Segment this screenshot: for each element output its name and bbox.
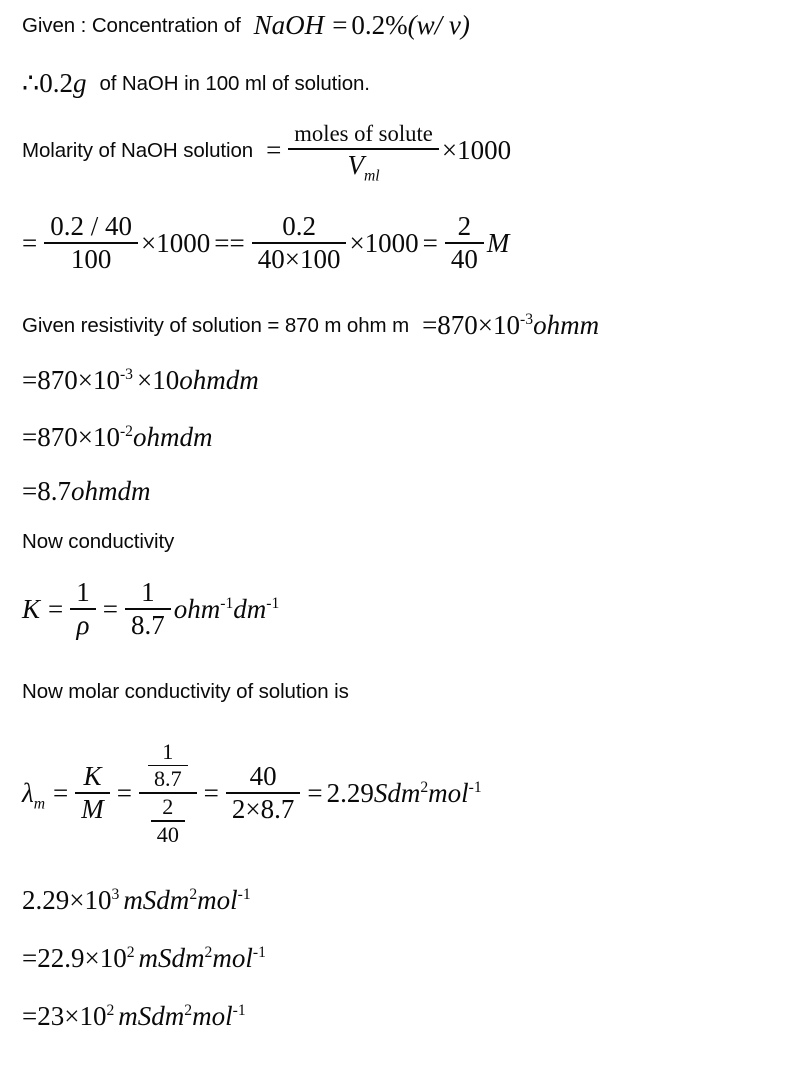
line-given-concentration: [22, 10, 470, 41]
denominator-times: ×: [245, 794, 261, 825]
nested-denominator: [142, 795, 194, 846]
step1-unit: ohmdm: [179, 365, 259, 395]
step1-factor: 10: [152, 365, 180, 395]
mol-exponent: -1: [232, 1002, 246, 1019]
molarity-equals: =: [266, 135, 282, 166]
line-resistivity-step2: [22, 422, 213, 453]
calc-factor-2: 1000: [364, 227, 419, 258]
lambda-equals-3: =: [203, 777, 219, 808]
conductivity-unit-dm: dm: [233, 593, 267, 624]
mol-exponent: -1: [468, 778, 482, 796]
msdm-exponent: 2: [184, 1002, 193, 1019]
step1-exponent: -3: [119, 366, 134, 383]
final3-mantissa: 23: [37, 1001, 65, 1031]
value-fraction-denominator: 8.7: [130, 610, 165, 641]
lambda-result-unit-mol: mol: [428, 777, 469, 808]
molarity-result-fraction: [445, 212, 484, 274]
final3-exponent: 2: [106, 1002, 115, 1019]
conductivity-equals-2: =: [102, 593, 118, 624]
conductivity-symbol: K: [22, 593, 41, 624]
molarity-formula-prose: Molarity of NaOH solution: [22, 138, 254, 162]
fraction-1-numerator: 0.2 / 40: [50, 211, 132, 241]
inner-num-denominator: 8.7: [153, 766, 182, 792]
mol-exponent: -1: [237, 886, 251, 903]
line-resistivity-step3: [22, 476, 150, 507]
concentration-units: (w/ v): [407, 10, 470, 40]
lambda-result-value: 2.29: [326, 777, 374, 808]
given-concentration-prose: Given : Concentration of: [22, 13, 241, 37]
molarity-factor: 1000: [457, 135, 512, 166]
final2-equals: =: [22, 943, 38, 973]
mass-value: 0.2: [39, 68, 73, 98]
molarity-denominator: $V_{ml}$: [347, 149, 380, 184]
molar-conductivity-heading-text: Now molar conductivity of solution is: [22, 680, 349, 703]
line-molarity-formula: [22, 121, 512, 184]
final2-unit-msdm: mSdm: [138, 943, 205, 973]
denominator-subscript: ml: [363, 166, 380, 184]
final3-base: 10: [79, 1001, 107, 1031]
line-molarity-calc: [22, 212, 509, 274]
molarity-calc-fraction-1: [44, 212, 138, 274]
molarity-times: ×: [441, 135, 458, 166]
mass-unit: g: [72, 68, 87, 98]
molarity-fraction: [288, 121, 439, 184]
resistivity-times: ×: [477, 310, 494, 340]
denominator-times: ×: [284, 244, 300, 275]
calc-equals-1: =: [22, 227, 38, 258]
line-final-3: [22, 1001, 246, 1032]
resistivity-given-prose: Given resistivity of solution = 870 m ohm m: [22, 313, 410, 337]
fraction-2-denominator: 40×100: [257, 244, 341, 275]
equals-sign: =: [332, 10, 348, 40]
lambda-equals-2: =: [116, 777, 132, 808]
simplified-numerator: 40: [249, 761, 277, 792]
msdm-exponent: 2: [189, 886, 198, 903]
calc-equals-2: ==: [214, 227, 245, 258]
final2-exponent: 2: [126, 944, 135, 961]
step2-exponent: -2: [119, 423, 134, 440]
lambda-equals-4: =: [307, 777, 323, 808]
ohm-exponent: -1: [220, 594, 234, 612]
species-naoh: NaOH: [253, 10, 325, 40]
calc-times-1: ×: [141, 227, 157, 258]
line-conductivity-formula: [22, 578, 279, 640]
nested-numerator-fraction: [148, 740, 188, 791]
lambda-result-unit-sdm: Sdm: [373, 777, 421, 808]
calc-equals-3: =: [422, 227, 438, 258]
final3-times: ×: [64, 1001, 80, 1031]
molarity-numerator: moles of solute: [294, 121, 433, 146]
molarity-calc-fraction-2: [252, 212, 347, 274]
final2-times: ×: [84, 943, 100, 973]
step2-equals: =: [22, 422, 38, 452]
msdm-exponent: 2: [204, 944, 213, 961]
line-final-2: [22, 943, 266, 974]
rho-fraction-numerator: 1: [76, 577, 90, 607]
line-resistivity-given: [22, 310, 599, 341]
lambda-equals-1: =: [53, 777, 69, 808]
final1-times: ×: [69, 885, 85, 915]
result-denominator: 40: [450, 244, 478, 275]
lambda-nested-fraction: [139, 740, 197, 846]
line-molar-conductivity-formula: [22, 740, 482, 846]
line-molar-conductivity-heading: [22, 680, 349, 704]
final1-base: 10: [84, 885, 112, 915]
fraction-1-denominator: 100: [70, 244, 112, 275]
resistivity-equals: =: [422, 310, 438, 340]
step2-times: ×: [77, 422, 93, 452]
mol-exponent: -1: [252, 944, 266, 961]
step3-unit: ohmdm: [70, 476, 151, 506]
final2-base: 10: [99, 943, 127, 973]
result-numerator: 2: [457, 211, 472, 241]
step2-unit: ohmdm: [133, 422, 213, 452]
final3-equals: =: [22, 1001, 38, 1031]
conductivity-unit-ohm: ohm: [173, 593, 221, 624]
fraction-2-numerator: 0.2: [282, 211, 316, 241]
lambda-fraction-km: [75, 762, 110, 824]
km-numerator: K: [83, 761, 102, 792]
inner-den-numerator: 2: [162, 794, 174, 820]
lambda-subscript: m: [33, 795, 46, 813]
final2-mantissa: 22.9: [37, 943, 85, 973]
lambda-symbol: λ: [22, 777, 34, 808]
conductivity-equals-1: =: [48, 593, 64, 624]
step1-mantissa: 870: [37, 365, 78, 395]
step2-mantissa: 870: [37, 422, 78, 452]
therefore-mass-prose: of NaOH in 100 ml of solution.: [99, 71, 370, 95]
step2-base: 10: [92, 422, 120, 452]
therefore-symbol: ∴: [22, 68, 40, 98]
conductivity-fraction-value: [125, 578, 171, 640]
resistivity-unit: ohmm: [533, 310, 600, 340]
step1-times: ×: [77, 365, 93, 395]
line-conductivity-heading: [22, 530, 174, 554]
final3-unit-msdm: mSdm: [118, 1001, 185, 1031]
km-denominator: M: [81, 794, 104, 825]
step1-times-2: ×: [137, 365, 153, 395]
lambda-fraction-simplified: [226, 762, 300, 824]
inner-num-numerator: 1: [162, 739, 174, 764]
resistivity-mantissa: 870: [437, 310, 478, 340]
line-therefore-mass: [22, 68, 370, 99]
calc-factor-1: 1000: [156, 227, 211, 258]
final1-unit-mol: mol: [197, 885, 238, 915]
calc-times-2: ×: [349, 227, 365, 258]
line-final-1: [22, 885, 251, 916]
step1-base: 10: [92, 365, 120, 395]
nested-numerator: [139, 740, 197, 791]
rho-symbol: ρ: [76, 610, 90, 641]
dm-exponent: -1: [266, 594, 280, 612]
step3-equals: =: [22, 476, 38, 506]
step1-equals: =: [22, 365, 38, 395]
final1-exponent: 3: [111, 886, 120, 903]
concentration-value: 0.2%: [351, 10, 408, 40]
line-resistivity-step1: [22, 365, 259, 396]
conductivity-fraction-rho: [70, 578, 96, 640]
inner-den-denominator: 40: [156, 821, 179, 847]
step3-value: 8.7: [37, 476, 71, 506]
sdm-exponent: 2: [420, 778, 429, 796]
resistivity-exponent: -3: [520, 311, 534, 328]
conductivity-heading-text: Now conductivity: [22, 530, 175, 553]
value-fraction-numerator: 1: [141, 577, 155, 607]
final3-unit-mol: mol: [192, 1001, 233, 1031]
molarity-unit: M: [486, 227, 510, 258]
nested-denominator-fraction: [151, 795, 185, 846]
final1-unit-msdm: mSdm: [123, 885, 190, 915]
resistivity-base: 10: [493, 310, 521, 340]
simplified-denominator: 2×8.7: [231, 794, 295, 825]
final2-unit-mol: mol: [212, 943, 253, 973]
final1-mantissa: 2.29: [22, 885, 70, 915]
